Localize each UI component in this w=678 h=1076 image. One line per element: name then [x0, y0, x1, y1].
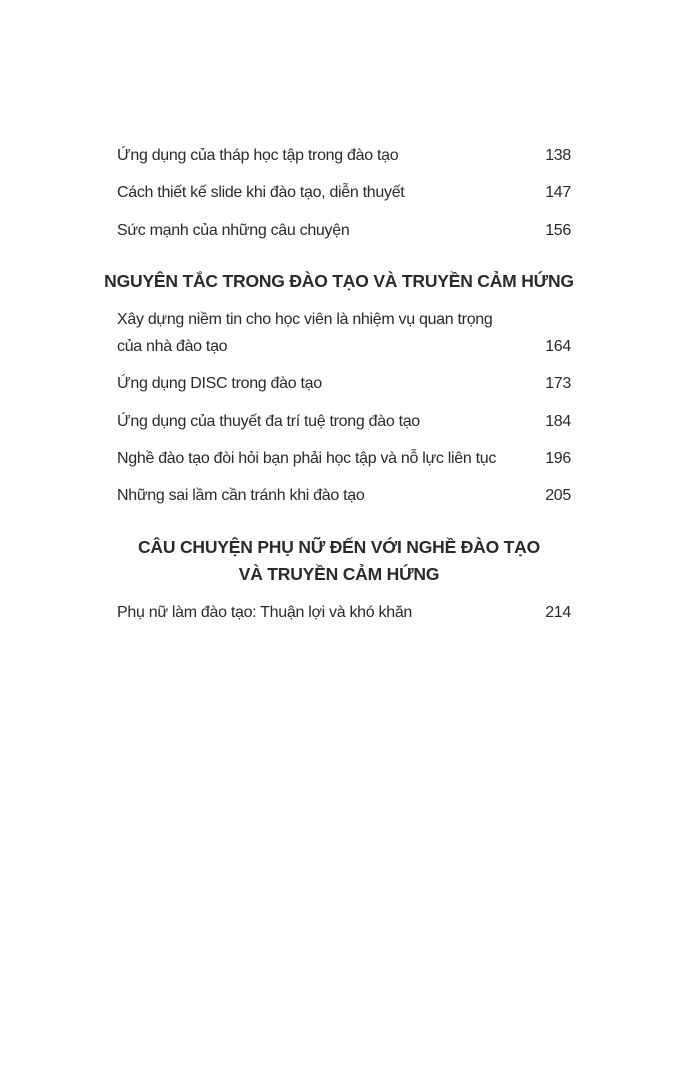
toc-entry-title: Nghề đào tạo đòi hỏi bạn phải học tập và nỗ lực liên tục [117, 450, 497, 467]
toc-entry [117, 370, 571, 397]
section-heading [0, 534, 678, 588]
toc-entry-page: 184 [545, 413, 571, 430]
toc-entry [117, 306, 571, 360]
toc-entry-title: Những sai lầm cần tránh khi đào tạo [117, 487, 365, 504]
toc-entry-title: Ứng dụng của tháp học tập trong đào tạo [117, 147, 399, 164]
toc-entry-page: 147 [545, 184, 571, 201]
toc-entry-page: 214 [545, 604, 571, 621]
toc-entry-page: 173 [545, 375, 571, 392]
toc-entry-page: 205 [545, 487, 571, 504]
toc-entry [117, 445, 571, 472]
section-heading-line1: CÂU CHUYỆN PHỤ NỮ ĐẾN VỚI NGHỀ ĐÀO TẠO [137, 537, 540, 557]
toc-entry-title: Ứng dụng DISC trong đào tạo [117, 375, 322, 392]
toc-entry [117, 142, 571, 169]
toc-entry-page: 164 [545, 338, 571, 355]
toc-entry [117, 179, 571, 206]
section-heading [0, 268, 678, 295]
toc-entry-title-line1: Xây dựng niềm tin cho học viên là nhiệm vụ quan trọng [117, 311, 493, 328]
toc-entry [117, 217, 571, 244]
toc-entry [117, 408, 571, 435]
toc-entry-title: Cách thiết kế slide khi đào tạo, diễn thuyết [117, 184, 405, 201]
toc-entry-page: 156 [545, 222, 571, 239]
toc-entry-title-line2: của nhà đào tạo [117, 338, 228, 355]
toc-entry-title: Phụ nữ làm đào tạo: Thuận lợi và khó khăn [117, 604, 413, 621]
toc-entry [117, 599, 571, 626]
section-heading-text: NGUYÊN TẮC TRONG ĐÀO TẠO VÀ TRUYỀN CẢM HỨNG [104, 271, 574, 291]
toc-entry-title: Sức mạnh của những câu chuyện [117, 222, 350, 239]
toc-entry-page: 196 [545, 450, 571, 467]
toc-entry [117, 482, 571, 509]
toc-entry-title: Ứng dụng của thuyết đa trí tuệ trong đào tạo [117, 413, 420, 430]
section-heading-line2: VÀ TRUYỀN CẢM HỨNG [238, 564, 440, 584]
toc-entry-page: 138 [545, 147, 571, 164]
